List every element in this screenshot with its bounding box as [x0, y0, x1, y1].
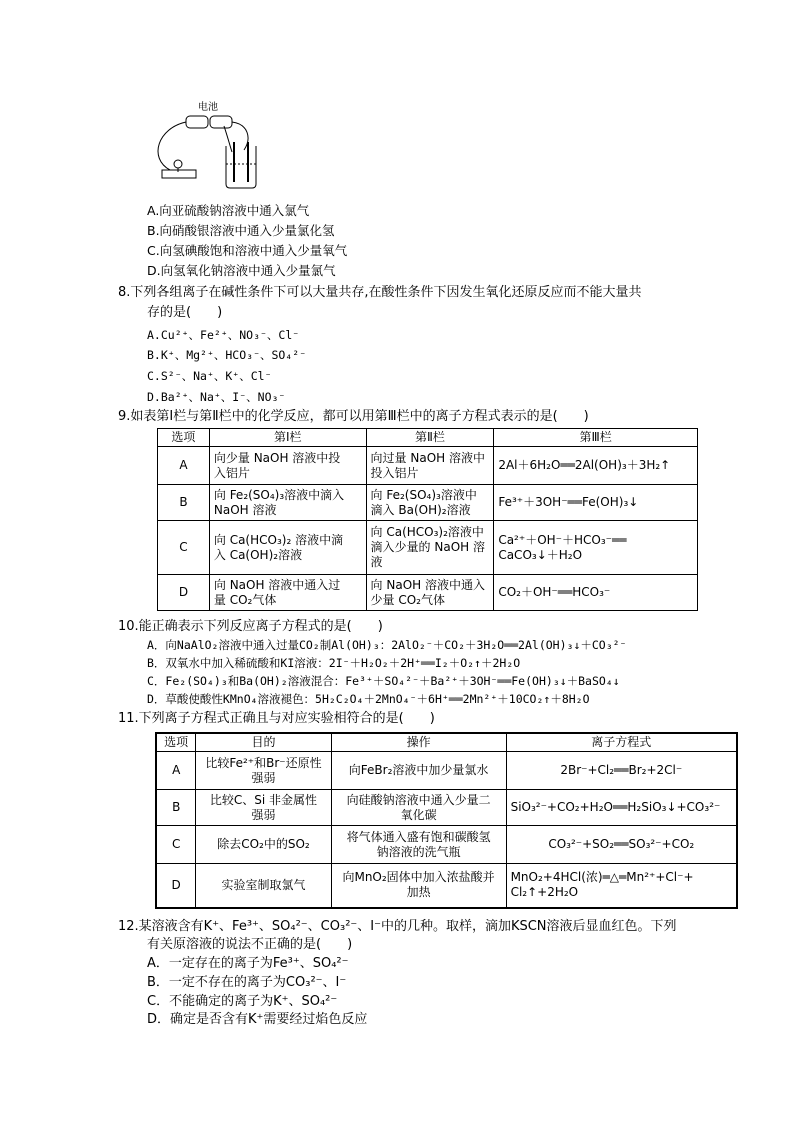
q9-cell: 向少量 NaOH 溶液中投 入铝片	[209, 447, 366, 485]
q9-header-option: 选项	[158, 429, 210, 447]
circuit-figure	[148, 98, 268, 194]
battery-label: 电池	[198, 102, 218, 113]
q9-row-label: A	[158, 447, 210, 485]
q9-row-label: B	[158, 485, 210, 521]
q7-option-a: A.向亚硫酸钠溶液中通入氯气	[147, 203, 310, 218]
q11-row-c	[156, 826, 737, 864]
q11-cell: 向硅酸钠溶液中通入少量二 氧化碳	[331, 790, 506, 826]
q11-header-equation: 离子方程式	[506, 733, 737, 752]
q9-cell: 向 Ca(HCO₃)₂ 溶液中滴 入 Ca(OH)₂溶液	[209, 521, 366, 575]
q11-row-b	[156, 790, 737, 826]
q12-option-b: B．一定不存在的离子为CO₃²⁻、I⁻	[147, 975, 347, 990]
q11-header-purpose: 目的	[196, 733, 331, 752]
q10-option-d: D．草酸使酸性KMnO₄溶液褪色：5H₂C₂O₄＋2MnO₄⁻＋6H⁺══2Mn²⁺＋10CO₂↑＋8H₂O	[147, 692, 590, 706]
q11-header-operation: 操作	[331, 733, 506, 752]
q9-stem: 9.如表第Ⅰ栏与第Ⅱ栏中的化学反应，都可以用第Ⅲ栏中的离子方程式表示的是( )	[118, 409, 589, 424]
q12-option-d: D．确定是否含有K⁺需要经过焰色反应	[147, 1012, 368, 1027]
q11-equation: CO₃²⁻+SO₂══SO₃²⁻+CO₂	[506, 826, 737, 864]
q9-equation: Fe³⁺＋3OH⁻══Fe(OH)₃↓	[494, 485, 698, 521]
q7-option-b: B.向硝酸银溶液中通入少量氯化氢	[147, 223, 335, 238]
q11-cell: 将气体通入盛有饱和碳酸氢 钠溶液的洗气瓶	[331, 826, 506, 864]
q8-option-c: C.S²⁻、Na⁺、K⁺、Cl⁻	[147, 369, 272, 383]
q11-row-a	[156, 752, 737, 790]
q10-option-a: A．向NaAlO₂溶液中通入过量CO₂制Al(OH)₃：2AlO₂⁻＋CO₂＋3H₂O══2Al(OH)₃↓＋CO₃²⁻	[147, 638, 627, 652]
q7-option-d: D.向氢氧化钠溶液中通入少量氯气	[147, 263, 336, 278]
q10-option-b: B．双氧水中加入稀硫酸和KI溶液：2I⁻＋H₂O₂＋2H⁺══I₂＋O₂↑＋2H₂O	[147, 656, 521, 670]
q11-row-label: D	[156, 864, 196, 908]
q9-row-label: D	[158, 575, 210, 611]
q8-stem-line1: 8.下列各组离子在碱性条件下可以大量共存,在酸性条件下因发生氧化还原反应而不能大量共	[118, 285, 642, 300]
q9-row-b	[158, 485, 698, 521]
q11-cell: 向FeBr₂溶液中加少量氯水	[331, 752, 506, 790]
q10-stem: 10.能正确表示下列反应离子方程式的是( )	[118, 619, 383, 634]
q11-stem: 11.下列离子方程式正确且与对应实验相符合的是( )	[118, 711, 435, 726]
q9-cell: 向 NaOH 溶液中通入过 量 CO₂气体	[209, 575, 366, 611]
q12-option-c: C．不能确定的离子为K⁺、SO₄²⁻	[147, 994, 338, 1009]
q11-cell: 比较C、Si 非金属性 强弱	[196, 790, 331, 826]
q9-equation: 2Al＋6H₂O══2Al(OH)₃＋3H₂↑	[494, 447, 698, 485]
battery-circuit-diagram	[148, 98, 268, 194]
q9-row-a	[158, 447, 698, 485]
q11-cell: 除去CO₂中的SO₂	[196, 826, 331, 864]
q11-row-label: B	[156, 790, 196, 826]
q8-stem-line2: 存的是( )	[147, 305, 223, 320]
q12-stem-line1: 12.某溶液含有K⁺、Fe³⁺、SO₄²⁻、CO₃²⁻、I⁻中的几种。取样，滴加KSCN溶液后显血红色。下列	[118, 919, 677, 934]
q11-equation: MnO₂+4HCl(浓)═△═Mn²⁺+Cl⁻+ Cl₂↑+2H₂O	[506, 864, 737, 908]
q9-cell: 向过量 NaOH 溶液中 投入铝片	[366, 447, 494, 485]
q11-equation: SiO₃²⁻+CO₂+H₂O══H₂SiO₃↓+CO₃²⁻	[506, 790, 737, 826]
q9-header-row	[158, 429, 698, 447]
q11-row-label: C	[156, 826, 196, 864]
q9-row-c	[158, 521, 698, 575]
q9-header-col1: 第Ⅰ栏	[209, 429, 366, 447]
q11-header-row	[156, 733, 737, 752]
q9-header-col2: 第Ⅱ栏	[366, 429, 494, 447]
q9-cell: 向 Ca(HCO₃)₂溶液中 滴入少量的 NaOH 溶 液	[366, 521, 494, 575]
q9-equation: Ca²⁺＋OH⁻＋HCO₃⁻══ CaCO₃↓＋H₂O	[494, 521, 698, 575]
q11-row-label: A	[156, 752, 196, 790]
q12-stem-line2: 有关原溶液的说法不正确的是( )	[147, 937, 353, 952]
q9-table	[157, 428, 698, 611]
q7-option-c: C.向氢碘酸饱和溶液中通入少量氧气	[147, 243, 348, 258]
q9-cell: 向 Fe₂(SO₄)₃溶液中滴入 NaOH 溶液	[209, 485, 366, 521]
q11-cell: 实验室制取氯气	[196, 864, 331, 908]
q9-equation: CO₂＋OH⁻══HCO₃⁻	[494, 575, 698, 611]
q10-option-c: C．Fe₂(SO₄)₃和Ba(OH)₂溶液混合：Fe³⁺＋SO₄²⁻＋Ba²⁺＋3OH⁻══Fe(OH)₃↓＋BaSO₄↓	[147, 674, 620, 688]
q11-table	[155, 732, 738, 909]
q9-header-col3: 第Ⅲ栏	[494, 429, 698, 447]
q9-cell: 向 Fe₂(SO₄)₃溶液中 滴入 Ba(OH)₂溶液	[366, 485, 494, 521]
q8-option-a: A.Cu²⁺、Fe²⁺、NO₃⁻、Cl⁻	[147, 328, 300, 342]
q8-option-d: D.Ba²⁺、Na⁺、I⁻、NO₃⁻	[147, 390, 286, 404]
q11-header-option: 选项	[156, 733, 196, 752]
q11-row-d	[156, 864, 737, 908]
q11-cell: 向MnO₂固体中加入浓盐酸并 加热	[331, 864, 506, 908]
q8-option-b: B.K⁺、Mg²⁺、HCO₃⁻、SO₄²⁻	[147, 348, 307, 362]
q9-row-label: C	[158, 521, 210, 575]
q11-cell: 比较Fe²⁺和Br⁻还原性 强弱	[196, 752, 331, 790]
q11-equation: 2Br⁻+Cl₂══Br₂+2Cl⁻	[506, 752, 737, 790]
q9-cell: 向 NaOH 溶液中通入 少量 CO₂气体	[366, 575, 494, 611]
q12-option-a: A．一定存在的离子为Fe³⁺、SO₄²⁻	[147, 956, 349, 971]
q9-row-d	[158, 575, 698, 611]
